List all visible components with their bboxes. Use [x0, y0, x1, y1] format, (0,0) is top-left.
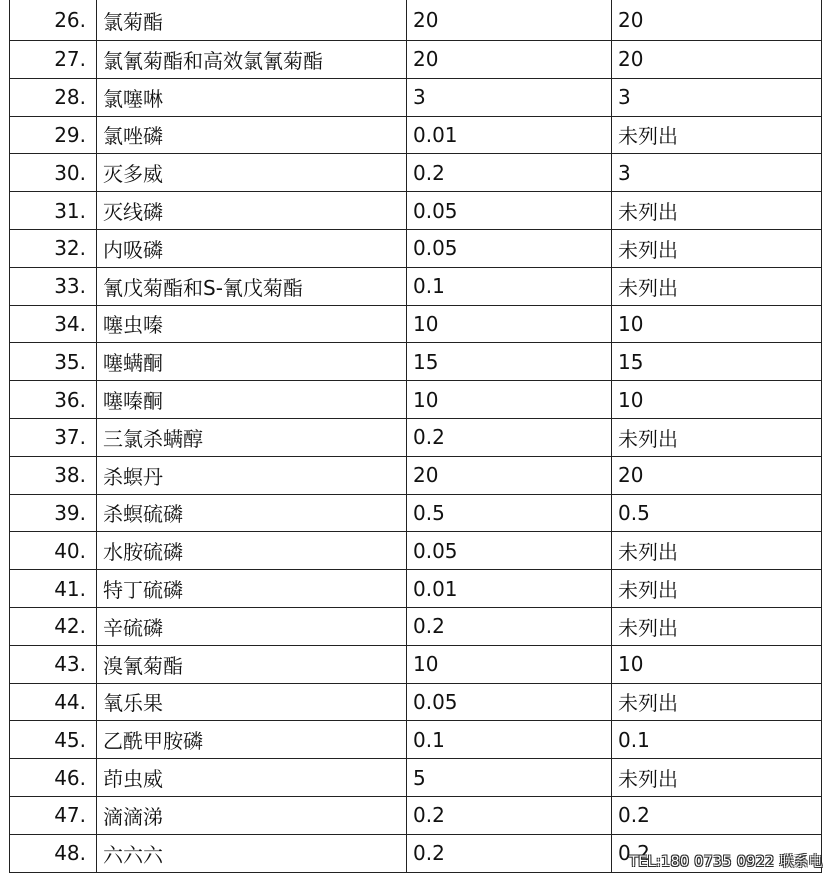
pesticide-name-cell: 特丁硫磷 — [97, 570, 407, 608]
pesticide-name-cell: 杀螟硫磷 — [97, 494, 407, 532]
table-row — [10, 759, 822, 797]
limit-value-cell: 0.01 — [407, 570, 612, 608]
limit-value-cell-2: 0.1 — [612, 721, 822, 759]
limit-value-cell: 0.01 — [407, 116, 612, 154]
row-number-cell: 39. — [10, 494, 97, 532]
limit-value-cell: 0.5 — [407, 494, 612, 532]
pesticide-name-cell: 内吸磷 — [97, 229, 407, 267]
pesticide-name-cell: 灭线磷 — [97, 192, 407, 230]
limit-value-cell-2: 未列出 — [612, 229, 822, 267]
table-row — [10, 645, 822, 683]
pesticide-name-cell: 噻螨酮 — [97, 343, 407, 381]
limit-value-cell: 0.2 — [407, 607, 612, 645]
limit-value-cell: 10 — [407, 381, 612, 419]
row-number-cell: 28. — [10, 78, 97, 116]
limit-value-cell: 3 — [407, 78, 612, 116]
limit-value-cell-2: 3 — [612, 78, 822, 116]
pesticide-name-cell: 六六六 — [97, 834, 407, 872]
table-row — [10, 41, 822, 79]
row-number-cell: 43. — [10, 645, 97, 683]
limit-value-cell-2: 未列出 — [612, 607, 822, 645]
table-row — [10, 78, 822, 116]
limit-value-cell-2: 未列出 — [612, 418, 822, 456]
table-row — [10, 267, 822, 305]
row-number-cell: 48. — [10, 834, 97, 872]
table-row — [10, 305, 822, 343]
pesticide-name-cell: 水胺硫磷 — [97, 532, 407, 570]
limit-value-cell-2: 未列出 — [612, 192, 822, 230]
limit-value-cell-2: 未列出 — [612, 759, 822, 797]
limit-value-cell: 0.05 — [407, 192, 612, 230]
row-number-cell: 45. — [10, 721, 97, 759]
limit-value-cell: 0.05 — [407, 229, 612, 267]
row-number-cell: 30. — [10, 154, 97, 192]
row-number-cell: 46. — [10, 759, 97, 797]
limit-value-cell-2: 15 — [612, 343, 822, 381]
table-row — [10, 683, 822, 721]
row-number-cell: 27. — [10, 41, 97, 79]
limit-value-cell: 5 — [407, 759, 612, 797]
pesticide-name-cell: 氯菊酯 — [97, 0, 407, 41]
pesticide-name-cell: 噻虫嗪 — [97, 305, 407, 343]
limit-value-cell-2: 未列出 — [612, 532, 822, 570]
limit-value-cell-2: 10 — [612, 381, 822, 419]
pesticide-name-cell: 氰戊菊酯和S-氰戊菊酯 — [97, 267, 407, 305]
table-row — [10, 494, 822, 532]
watermark-text: TEL:180 0735 0922 联系电 — [629, 854, 823, 870]
limit-value-cell: 10 — [407, 305, 612, 343]
table-row — [10, 343, 822, 381]
limit-value-cell-2: 未列出 — [612, 683, 822, 721]
limit-value-cell: 0.1 — [407, 721, 612, 759]
limit-value-cell: 0.1 — [407, 267, 612, 305]
pesticide-limit-table-container — [9, 0, 821, 873]
limit-value-cell: 15 — [407, 343, 612, 381]
limit-value-cell: 10 — [407, 645, 612, 683]
pesticide-name-cell: 氧乐果 — [97, 683, 407, 721]
row-number-cell: 41. — [10, 570, 97, 608]
limit-value-cell-2: 未列出 — [612, 570, 822, 608]
limit-value-cell-2: 20 — [612, 456, 822, 494]
limit-value-cell: 20 — [407, 0, 612, 41]
row-number-cell: 26. — [10, 0, 97, 41]
table-row — [10, 418, 822, 456]
table-row — [10, 607, 822, 645]
row-number-cell: 38. — [10, 456, 97, 494]
pesticide-name-cell: 氯唑磷 — [97, 116, 407, 154]
limit-value-cell-2: 20 — [612, 41, 822, 79]
row-number-cell: 44. — [10, 683, 97, 721]
limit-value-cell-2: 未列出 — [612, 116, 822, 154]
table-row — [10, 0, 822, 41]
pesticide-name-cell: 氯噻啉 — [97, 78, 407, 116]
pesticide-name-cell: 灭多威 — [97, 154, 407, 192]
limit-value-cell: 0.05 — [407, 683, 612, 721]
row-number-cell: 40. — [10, 532, 97, 570]
table-row — [10, 229, 822, 267]
limit-value-cell: 0.2 — [407, 834, 612, 872]
row-number-cell: 34. — [10, 305, 97, 343]
row-number-cell: 47. — [10, 796, 97, 834]
row-number-cell: 37. — [10, 418, 97, 456]
pesticide-name-cell: 杀螟丹 — [97, 456, 407, 494]
row-number-cell: 32. — [10, 229, 97, 267]
row-number-cell: 29. — [10, 116, 97, 154]
pesticide-name-cell: 茚虫威 — [97, 759, 407, 797]
row-number-cell: 33. — [10, 267, 97, 305]
limit-value-cell-2: 0.2 — [612, 834, 822, 872]
limit-value-cell-2: 0.5 — [612, 494, 822, 532]
table-row — [10, 154, 822, 192]
table-body — [10, 0, 822, 872]
table-row — [10, 796, 822, 834]
limit-value-cell-2: 20 — [612, 0, 822, 41]
limit-value-cell-2: 未列出 — [612, 267, 822, 305]
row-number-cell: 42. — [10, 607, 97, 645]
table-row — [10, 570, 822, 608]
pesticide-name-cell: 溴氰菊酯 — [97, 645, 407, 683]
limit-value-cell: 0.2 — [407, 796, 612, 834]
limit-value-cell-2: 3 — [612, 154, 822, 192]
limit-value-cell: 20 — [407, 456, 612, 494]
pesticide-name-cell: 辛硫磷 — [97, 607, 407, 645]
limit-value-cell: 0.2 — [407, 418, 612, 456]
row-number-cell: 36. — [10, 381, 97, 419]
pesticide-name-cell: 三氯杀螨醇 — [97, 418, 407, 456]
limit-value-cell-2: 10 — [612, 645, 822, 683]
table-row — [10, 381, 822, 419]
row-number-cell: 35. — [10, 343, 97, 381]
limit-value-cell: 20 — [407, 41, 612, 79]
pesticide-name-cell: 氯氰菊酯和高效氯氰菊酯 — [97, 41, 407, 79]
row-number-cell: 31. — [10, 192, 97, 230]
limit-value-cell: 0.05 — [407, 532, 612, 570]
limit-value-cell: 0.2 — [407, 154, 612, 192]
pesticide-limit-table — [9, 0, 822, 873]
table-row — [10, 456, 822, 494]
limit-value-cell-2: 10 — [612, 305, 822, 343]
table-row — [10, 192, 822, 230]
table-row — [10, 721, 822, 759]
table-row — [10, 532, 822, 570]
limit-value-cell-2: 0.2 — [612, 796, 822, 834]
pesticide-name-cell: 乙酰甲胺磷 — [97, 721, 407, 759]
pesticide-name-cell: 滴滴涕 — [97, 796, 407, 834]
pesticide-name-cell: 噻嗪酮 — [97, 381, 407, 419]
table-row — [10, 116, 822, 154]
